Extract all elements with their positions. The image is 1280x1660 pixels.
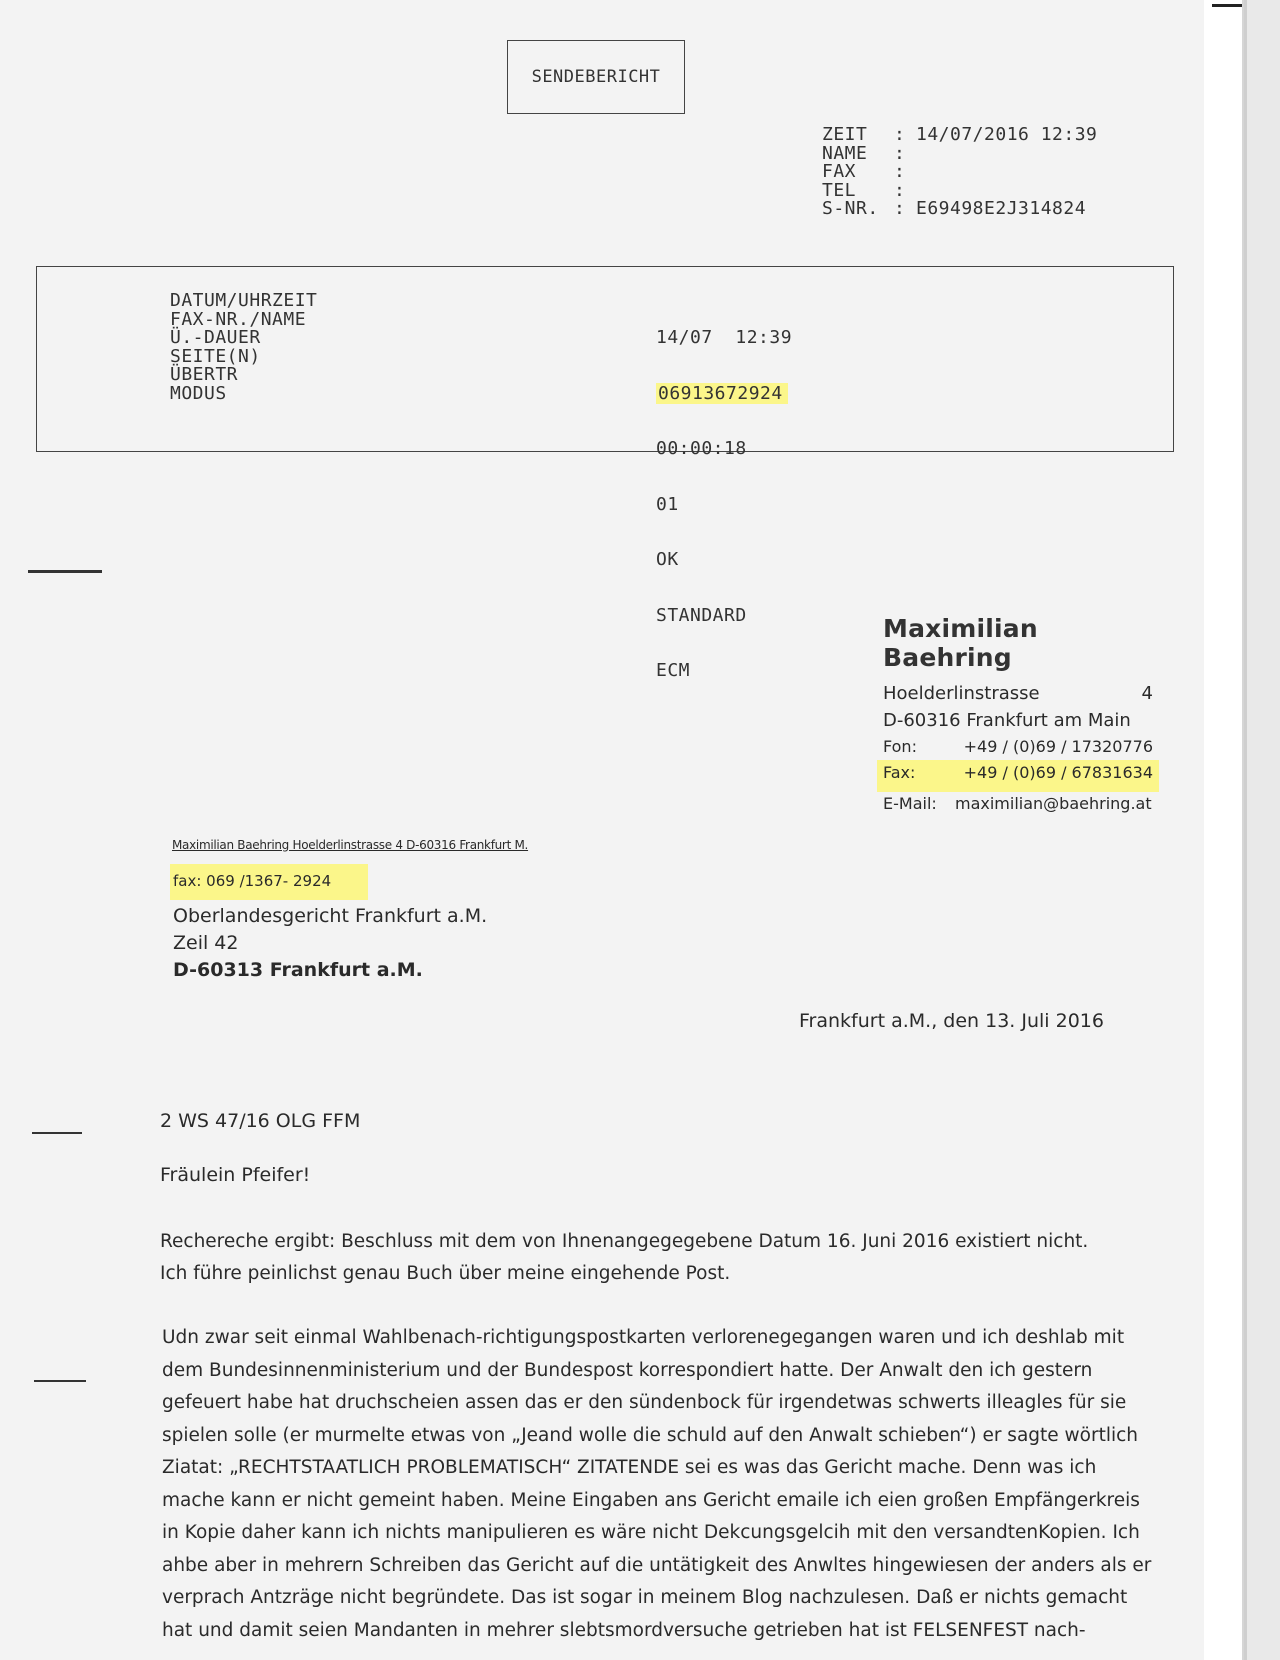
label-datetime: DATUM/UHRZEIT: [170, 290, 318, 311]
body-line: in Kopie daher kann ich nichts manipulieren es wäre nicht Dekcungsgelcih mit den versandtenKopien. Ich: [162, 1522, 1140, 1543]
body-paragraph-1: [160, 1226, 1160, 1290]
value-datetime: 14/07 12:39: [656, 327, 793, 348]
meta-row-zeit: [822, 126, 1097, 145]
sender-phone-row: [883, 734, 1153, 760]
report-title-text: SENDEBERICHT: [531, 67, 661, 87]
meta-separator: :: [894, 161, 906, 182]
value-fax-number-row: [656, 382, 792, 404]
meta-row-snr: [822, 200, 1097, 219]
label-mode: MODUS: [170, 382, 227, 404]
meta-separator: :: [894, 198, 906, 219]
place-date: Frankfurt a.M., den 13. Juli 2016: [799, 1010, 1104, 1032]
meta-value: E69498E2J314824: [916, 198, 1087, 219]
meta-label: S-NR.: [822, 198, 879, 219]
meta-label: NAME: [822, 142, 868, 164]
meta-label: FAX: [822, 161, 857, 182]
body-line: spielen solle (er murmelte etwas von „Jeand wolle die schuld auf den Anwalt schieben“) er sagte wörtlich: [162, 1424, 1139, 1446]
label-pages: SEITE(N): [170, 345, 261, 367]
sender-name: Maximilian Baehring: [883, 614, 1038, 672]
page-edge: [1204, 0, 1242, 1660]
return-address: Maximilian Baehring Hoelderlinstrasse 4 D-60316 Frankfurt M.: [172, 838, 529, 852]
body-line: Udn zwar seit einmal Wahlbenach-richtigungspostkarten verlorenegegangen waren und ich deshlab mit: [162, 1327, 1125, 1348]
meta-separator: :: [894, 124, 906, 145]
meta-separator: :: [894, 179, 906, 201]
salutation: Fräulein Pfeifer!: [160, 1164, 311, 1186]
value-fax-number: 06913672924: [656, 383, 788, 404]
recipient-fax: fax: 069 /1367- 2924: [170, 864, 368, 900]
transmission-labels: [170, 292, 317, 403]
body-paragraph-2: [162, 1322, 1172, 1660]
file-reference: 2 WS 47/16 OLG FFM: [160, 1110, 361, 1132]
recipient-line: D-60313 Frankfurt a.M.: [173, 959, 423, 981]
body-line: gefeuert habe hat druchscheien assen das er den sündenbock für irgendetwas schwerts illeagles für sie: [162, 1392, 1127, 1413]
recipient-line: Zeil 42: [173, 932, 239, 954]
report-header-meta: [822, 126, 1097, 219]
body-line: Ziatat: „RECHTSTAATLICH PROBLEMATISCH“ ZITATENDE sei es was das Gericht mache. Denn was ich: [162, 1457, 1097, 1478]
value-mode: STANDARD: [656, 604, 747, 626]
value-transfer: OK: [656, 549, 679, 570]
recipient-address: [173, 903, 487, 984]
body-line: Ich führe peinlichst genau Buch über meine eingehende Post.: [160, 1263, 731, 1284]
value-duration: 00:00:18: [656, 438, 747, 459]
sender-fax: +49 / (0)69 / 67831634: [963, 763, 1153, 782]
sender-email: maximilian@baehring.at: [955, 794, 1152, 813]
sender-street: Hoelderlinstrasse: [883, 683, 1040, 704]
sender-fax-row: [877, 760, 1159, 792]
body-line: Rechereche ergibt: Beschluss mit dem von Ihnenangegegebene Datum 16. Juni 2016 existiert nicht.: [160, 1231, 1089, 1252]
scan-mark: [28, 570, 102, 573]
label-duration: Ü.-DAUER: [170, 327, 261, 348]
body-line: hat und damit seien Mandanten in mehrer slebtsmordversuche getrieben hat ist FELSENFEST nach-: [162, 1619, 1086, 1641]
sender-street-row: [883, 680, 1153, 707]
sender-email-label: E-Mail:: [883, 794, 937, 813]
body-line: mache kann er nicht gemeint haben. Meine Eingaben ans Gericht emaile ich eien großen Empfängerkreis: [162, 1489, 1140, 1511]
value-mode-ecm: ECM: [656, 660, 691, 681]
report-title: [507, 40, 685, 114]
transmission-values: [656, 292, 792, 718]
sender-city-text: D-60316 Frankfurt am Main: [883, 710, 1131, 731]
value-pages: 01: [656, 493, 679, 515]
label-transfer: ÜBERTR: [170, 364, 239, 385]
body-line: dem Bundesinnenministerium und der Bundespost korrespondiert hatte. Der Anwalt den ich gestern: [162, 1359, 1093, 1381]
body-line: verprach Antzräge nicht begründete. Das ist sogar in meinem Blog nachzulesen. Daß er nichts gemacht: [162, 1587, 1128, 1608]
sender-phone-label: Fon:: [883, 737, 917, 756]
sender-house-number: 4: [1141, 683, 1153, 704]
meta-separator: :: [894, 142, 906, 164]
body-line: ahbe aber in mehrern Schreiben das Gericht auf die untätigkeit des Anwltes hingewiesen der anders als er: [162, 1554, 1152, 1576]
scan-mark: [32, 1132, 82, 1134]
sender-city: [883, 707, 1153, 734]
meta-row-fax: [822, 163, 1097, 182]
sender-email-row: [883, 792, 1153, 816]
scan-mark: [34, 1380, 86, 1382]
meta-value: 14/07/2016 12:39: [916, 124, 1098, 145]
sender-block: [883, 614, 1153, 816]
edge-mark: [1212, 4, 1242, 7]
sender-fax-label: Fax:: [883, 763, 916, 782]
label-fax-number: FAX-NR./NAME: [170, 308, 307, 330]
meta-label: TEL: [822, 179, 857, 201]
recipient-line: Oberlandesgericht Frankfurt a.M.: [173, 905, 488, 927]
sender-phone: +49 / (0)69 / 17320776: [963, 737, 1153, 756]
meta-label: ZEIT: [822, 124, 868, 145]
meta-row-name: [822, 142, 1097, 164]
